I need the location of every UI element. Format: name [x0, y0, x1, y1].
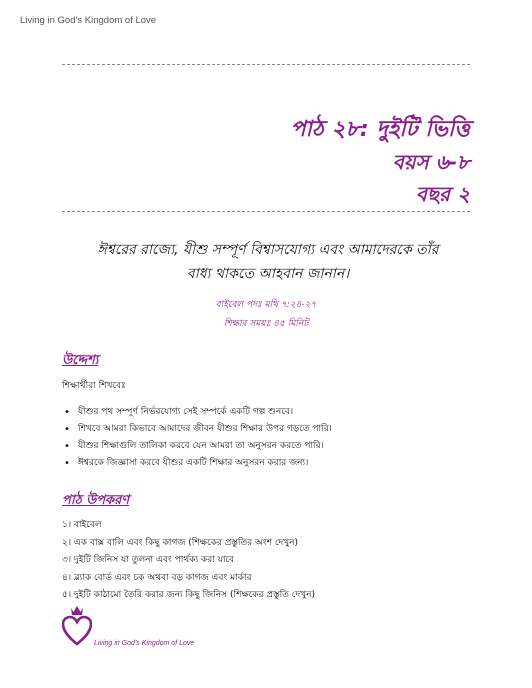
material-item: ২। এক বাক্স বালি এবং কিছু কাগজ (শিক্ষকের প্রস্তুতির অংশ দেখুন) [62, 537, 299, 548]
lesson-title: পাঠ ২৮: দুইটি ভিত্তি [290, 117, 470, 142]
objective-item: • শিখবে আমরা কিভাবে আমাদের জীবন যীশুর শিক্ষার উপর গড়তে পারি। [62, 421, 472, 438]
material-item: ৩। দুইটি জিনিস যা তুলনা এবং পার্থক্য করা যাবে [62, 555, 235, 565]
year-label: বছর ২ [415, 182, 470, 206]
bible-reference: বাইবেল পদঃ মথি ৭:২৪-২৭ [215, 300, 317, 310]
crown-heart-icon [62, 604, 92, 648]
material-item: ১। বাইবেল [62, 520, 102, 530]
materials-list [62, 517, 315, 605]
lesson-theme: ঈশ্বরের রাজ্যে, যীশু সম্পূর্ণ বিশ্বাসযোগ্য এবং আমাদেরকে তাঁর বাধ্য থাকতে আহবান জানান। [97, 242, 439, 282]
running-header: Living in God’s Kingdom of Love [20, 15, 157, 26]
top-divider [62, 64, 470, 65]
materials-heading: পাঠ উপকরণ [62, 493, 130, 508]
objectives-heading: উদ্দেশ্য [62, 353, 99, 368]
age-range: বয়স ৬-৮ [392, 150, 470, 174]
material-item: ৪। ব্ল্যাক বোর্ড এবং চক অথবা বড় কাগজ এবং মার্কার [62, 572, 252, 583]
title-divider [62, 211, 470, 212]
material-item: ৫। দুইটি কাঠামো তৈরি করার জন্য কিছু জিনিস (শিক্ষকের প্রস্তুতি দেখুন) [62, 590, 315, 600]
objective-item: • যীশুর শিক্ষাগুলি তালিকা করবে যেন আমরা তা অনুসরন করতে পারি। [62, 438, 472, 455]
lesson-duration: শিক্ষার সময়ঃ ৪৫ মিনিট [223, 319, 309, 329]
objective-item: • ঈশ্বরকে জিজ্ঞাসা করবে যীশুর একটি শিক্ষার অনুসরন করার জন্য। [62, 455, 472, 472]
objectives-list [62, 404, 472, 472]
objective-item: • যীশুর পথ সম্পূর্ণ নির্ভরযোগ্য সেই সম্পর্কে একটি গল্প শুনবে। [62, 404, 472, 421]
objectives-intro: শিক্ষার্থীরা শিখবেঃ [62, 381, 126, 391]
footer-text: Living in God’s Kingdom of Love [94, 640, 195, 647]
